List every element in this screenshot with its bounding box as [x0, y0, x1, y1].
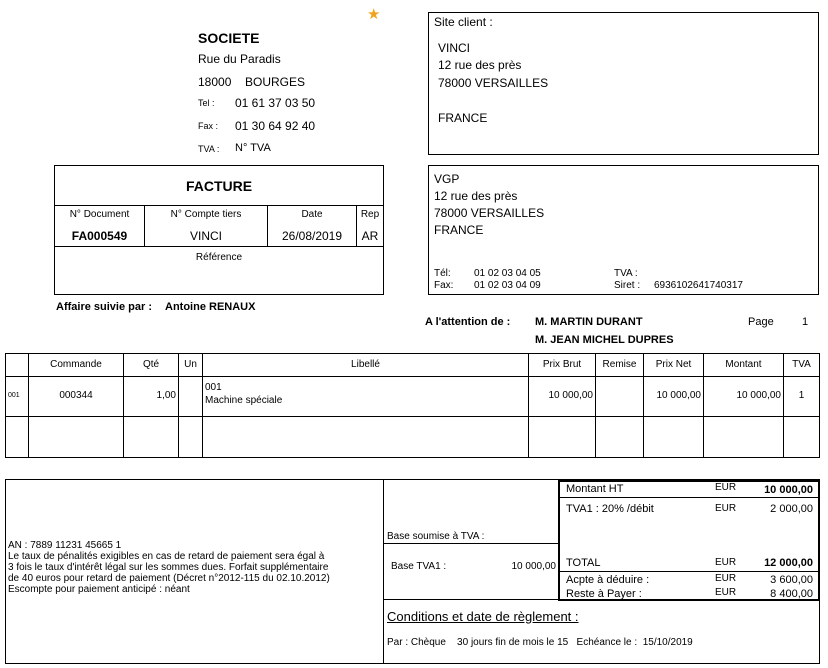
reste-label: Reste à Payer :	[566, 588, 642, 600]
site-client-box	[428, 12, 819, 155]
col-remise: Remise	[602, 359, 637, 370]
col-prix-brut: Prix Brut	[542, 359, 582, 370]
invoice-title: FACTURE	[185, 178, 253, 194]
total-currency: EUR	[715, 557, 737, 568]
reference-label: Référence	[195, 252, 243, 263]
ht-value: 10 000,00	[764, 484, 813, 496]
row-libelle-text: Machine spéciale	[205, 395, 283, 406]
conditions-text: Par : Chèque 30 jours fin de mois le 15 Echéance le : 15/10/2019	[387, 637, 693, 648]
billing-country: FRANCE	[434, 223, 484, 237]
site-client-street: 12 rue des près	[438, 58, 522, 72]
billing-tel-label: Tél:	[434, 268, 451, 279]
account-value: VINCI	[189, 229, 222, 243]
reste-value: 8 400,00	[770, 588, 813, 600]
site-client-title: Site client :	[434, 15, 493, 29]
row-qte: 1,00	[156, 390, 176, 401]
invoice-lines-table	[5, 353, 820, 458]
billing-fax: 01 02 03 04 09	[474, 280, 541, 291]
attention-person-1: M. MARTIN DURANT	[535, 316, 643, 328]
billing-name: VGP	[434, 172, 460, 186]
row-montant: 10 000,00	[736, 390, 781, 401]
company-street: Rue du Paradis	[198, 52, 281, 66]
legal-text	[8, 540, 330, 595]
site-client-city: 78000 VERSAILLES	[438, 76, 549, 90]
legal-line-3: de 40 euros pour retard de paiement (Décret n°2012-115 du 02.10.2012)	[8, 573, 330, 584]
rep-value: AR	[361, 229, 379, 243]
row-prix-brut: 10 000,00	[548, 390, 593, 401]
row-libelle-code: 001	[205, 382, 222, 393]
site-client-name: VINCI	[438, 41, 471, 55]
col-commande: Commande	[50, 359, 102, 370]
row-prix-net: 10 000,00	[656, 390, 701, 401]
followed-by-name: Antoine RENAUX	[165, 301, 256, 313]
conditions-title: Conditions et date de règlement :	[387, 609, 579, 624]
row-tva: 1	[798, 390, 805, 401]
totals-box	[558, 480, 820, 601]
company-tel-label: Tel :	[198, 98, 215, 108]
ht-label: Montant HT	[566, 483, 624, 495]
company-postcode: 18000	[198, 75, 232, 89]
company-tva: N° TVA	[235, 142, 271, 154]
attention-label: A l'attention de :	[425, 316, 511, 328]
billing-address-box	[428, 165, 819, 295]
legal-line-4: Escompte pour paiement anticipé : néant	[8, 584, 190, 595]
page-label: Page	[748, 316, 774, 328]
invoice-box	[54, 165, 384, 295]
star-icon: ★	[367, 6, 381, 23]
base-tva-label: Base TVA1 :	[391, 561, 447, 572]
col-montant: Montant	[725, 359, 762, 370]
base-tva-title: Base soumise à TVA :	[387, 531, 485, 542]
reste-currency: EUR	[715, 587, 737, 598]
site-client-country: FRANCE	[438, 111, 488, 125]
total-value: 12 000,00	[764, 557, 813, 569]
followed-by-label: Affaire suivie par :	[56, 301, 152, 313]
tva-label: TVA1 : 20% /débit	[566, 503, 654, 515]
company-tel: 01 61 37 03 50	[235, 96, 316, 110]
billing-tva-label: TVA :	[614, 268, 638, 279]
company-tva-label: TVA :	[198, 144, 220, 154]
billing-fax-label: Fax:	[434, 280, 454, 291]
billing-siret: 6936102641740317	[654, 280, 743, 291]
page-number: 1	[802, 316, 809, 328]
company-name: SOCIETE	[198, 30, 260, 46]
col-tva: TVA	[792, 359, 811, 370]
attention-person-2: M. JEAN MICHEL DUPRES	[535, 334, 674, 346]
doc-number-header: N° Document	[69, 209, 130, 220]
total-label: TOTAL	[566, 557, 601, 569]
date-header: Date	[301, 209, 323, 220]
row-commande: 000344	[59, 390, 93, 401]
ht-currency: EUR	[715, 482, 737, 493]
company-fax: 01 30 64 92 40	[235, 119, 316, 133]
billing-street: 12 rue des près	[434, 189, 518, 203]
col-libelle: Libellé	[351, 359, 380, 370]
company-fax-label: Fax :	[198, 121, 219, 131]
tva-currency: EUR	[715, 503, 737, 514]
acompte-value: 3 600,00	[770, 574, 813, 586]
legal-line-2: 3 fois le taux d'intérêt légal sur les sommes dues. Forfait supplémentaire	[8, 562, 329, 573]
tva-value: 2 000,00	[770, 503, 813, 515]
legal-an: AN : 7889 11231 45665 1	[8, 540, 122, 551]
billing-tel: 01 02 03 04 05	[474, 268, 541, 279]
col-qte: Qté	[142, 359, 160, 370]
col-prix-net: Prix Net	[655, 359, 692, 370]
acompte-label: Acpte à déduire :	[566, 574, 650, 586]
footer-box	[5, 479, 820, 664]
legal-line-1: Le taux de pénalités exigibles en cas de retard de paiement sera égal à	[8, 551, 325, 562]
date-value: 26/08/2019	[281, 229, 343, 243]
row-ref: 001	[8, 392, 20, 399]
base-tva-value: 10 000,00	[511, 561, 556, 572]
doc-number: FA000549	[71, 229, 128, 243]
billing-siret-label: Siret :	[614, 280, 641, 291]
col-un: Un	[184, 359, 197, 370]
billing-city: 78000 VERSAILLES	[434, 206, 545, 220]
company-city: BOURGES	[245, 75, 306, 89]
account-header: N° Compte tiers	[170, 209, 242, 220]
acompte-currency: EUR	[715, 573, 737, 584]
rep-header: Rep	[360, 209, 380, 220]
